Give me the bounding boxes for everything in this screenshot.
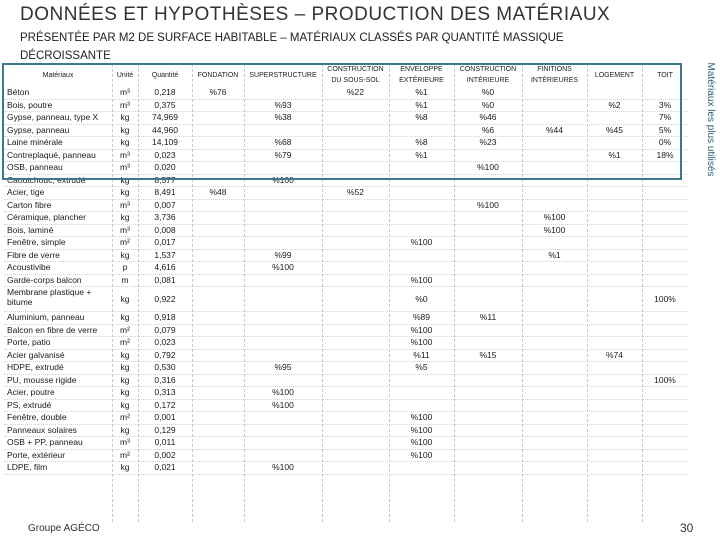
quantity-cell: 4,616 [154,262,176,272]
percent-cell: %100 [477,199,499,210]
material-name: Fenêtre, double [7,412,67,422]
quantity-cell: 8,577 [154,174,176,185]
column-header: Unité [116,72,134,79]
quantity-cell: 0,792 [154,349,176,360]
percent-cell: %100 [272,262,294,272]
material-name: Bois, poutre [7,99,53,110]
table-row [4,324,688,337]
table-row [4,186,688,199]
table-row [4,386,688,399]
unit-cell: m³ [120,162,130,172]
table-row [4,311,688,324]
quantity-cell: 0,081 [154,274,176,285]
quantity-cell: 0,023 [154,149,176,160]
quantity-cell: 0,001 [154,412,176,422]
column-header: ENVELOPPE EXTÉRIEURE [399,66,444,84]
quantity-cell: 0,007 [154,199,176,210]
material-name: Garde-corps balcon [7,274,82,285]
quantity-cell: 0,172 [154,399,176,410]
percent-cell: %22 [346,87,364,97]
percent-cell: %1 [548,249,561,260]
percent-cell: %100 [477,162,499,172]
unit-cell: m² [120,449,130,460]
column-header: Matériaux [42,72,74,79]
unit-cell: m³ [120,87,130,97]
percent-cell: %74 [605,349,623,360]
unit-cell: kg [120,174,130,185]
percent-cell: %6 [481,124,495,135]
quantity-cell: 0,079 [154,324,176,335]
page-title: DONNÉES ET HYPOTHÈSES – PRODUCTION DES MATÉRIAUX [20,4,611,25]
material-name: Fibre de verre [7,249,60,260]
percent-cell: %93 [274,99,292,110]
table-row [4,411,688,424]
quantity-cell: 0,008 [154,224,176,235]
unit-cell: p [122,262,128,272]
quantity-cell: 0,313 [154,387,176,397]
column-header: CONSTRUCTION INTÉRIEURE [459,66,517,84]
quantity-cell: 44,960 [152,124,178,135]
percent-cell: %100 [410,437,433,447]
percent-cell: %38 [274,112,292,122]
percent-cell: %100 [410,449,433,460]
percent-cell: %79 [274,149,292,160]
percent-cell: %48 [209,187,227,197]
percent-cell: %100 [410,424,433,435]
material-name: Acier galvanisé [7,349,65,360]
material-name: Porte, extérieur [7,449,66,460]
material-name: Céramique, plancher [7,212,86,222]
material-name: HDPE, extrudé [7,362,64,372]
quantity-cell: 3,736 [154,212,176,222]
table-row [4,449,688,462]
unit-cell: kg [120,399,130,410]
percent-cell: %100 [272,399,294,410]
table-row [4,224,688,237]
quantity-cell: 1,537 [154,249,176,260]
percent-cell: %1 [415,149,428,160]
percent-cell: %23 [479,137,497,147]
percent-cell: %2 [608,99,621,110]
quantity-cell: 0,922 [154,293,176,304]
material-name: Acier, tige [7,187,45,197]
quantity-cell: 8,491 [154,187,176,197]
unit-cell: kg [120,349,130,360]
material-name: Béton [7,87,30,97]
table-row [4,349,688,362]
unit-cell: kg [120,137,130,147]
unit-cell: m³ [120,199,130,210]
material-name: Gypse, panneau, type X [7,112,99,122]
table-row [4,424,688,437]
material-name: Contreplaqué, panneau [7,149,96,160]
unit-cell: kg [120,249,130,260]
table-row [4,274,688,287]
unit-cell: m³ [120,149,130,160]
table-row [4,399,688,412]
material-name: OSB + PP, panneau [7,437,83,447]
quantity-cell: 0,530 [154,362,176,372]
percent-cell: %100 [410,237,433,247]
table-row [4,336,688,349]
quantity-cell: 0,020 [154,162,176,172]
unit-cell: kg [120,387,130,397]
material-name: Laine minérale [7,137,63,147]
quantity-cell: 0,023 [154,337,176,347]
table-row [4,286,688,311]
percent-cell: 100% [654,374,676,385]
unit-cell: m² [120,324,130,335]
percent-cell: %100 [272,174,294,185]
percent-cell: %11 [413,349,430,360]
unit-cell: kg [120,212,130,222]
table-row [4,374,688,387]
most-used-highlight-box [2,63,682,180]
percent-cell: %52 [346,187,364,197]
material-name: Bois, laminé [7,224,54,235]
quantity-cell: 0,129 [154,424,176,435]
column-header: CONSTRUCTION DU SOUS-SOL [327,66,384,84]
table-row [4,249,688,262]
unit-cell: m² [120,237,130,247]
column-header: FINITIONS INTÉRIEURES [530,66,579,84]
percent-cell: %0 [481,87,495,97]
unit-cell: kg [120,362,130,372]
material-name: Carton fibre [7,199,52,210]
unit-cell: kg [120,374,130,385]
material-name: PU, mousse rigide [7,374,77,385]
percent-cell: %100 [410,337,433,347]
percent-cell: %100 [410,274,433,285]
percent-cell: %0 [415,293,428,304]
percent-cell: %100 [272,387,294,397]
quantity-cell: 0,017 [154,237,176,247]
quantity-cell: 0,002 [154,449,176,460]
page-subtitle: PRÉSENTÉE PAR M2 DE SURFACE HABITABLE – MATÉRIAUX CLASSÉS PAR QUANTITÉ MASSIQUE [20,32,564,44]
percent-cell: %100 [272,462,294,472]
percent-cell: 0% [658,137,672,147]
material-name: Membrane plastique + bitume [7,287,92,307]
percent-cell: %1 [415,87,428,97]
unit-cell: m² [120,412,130,422]
percent-cell: %44 [545,124,563,135]
material-name: Acoustivibe [7,262,51,272]
percent-cell: 5% [658,124,672,135]
percent-cell: 18% [656,149,674,160]
percent-cell: %11 [479,312,497,322]
percent-cell: 100% [654,293,676,304]
material-name: OSB, panneau [7,162,63,172]
percent-cell: %45 [605,124,623,135]
percent-cell: %95 [274,362,292,372]
unit-cell: m³ [120,224,130,235]
percent-cell: %1 [415,99,428,110]
row-divider [4,474,688,475]
unit-cell: kg [120,312,130,322]
unit-cell: kg [120,424,130,435]
percent-cell: %0 [481,99,495,110]
table-row [4,461,688,474]
percent-cell: %100 [543,224,566,235]
quantity-cell: 0,918 [154,312,176,322]
table-row [4,211,688,224]
quantity-cell: 0,218 [154,87,176,97]
unit-cell: m³ [120,437,130,447]
most-used-side-label: Matériaux les plus utilisés [705,62,716,177]
column-header: Quantité [151,72,179,79]
percent-cell: %8 [415,112,428,122]
percent-cell: %100 [410,412,433,422]
material-name: Panneaux solaires [7,424,77,435]
percent-cell: %46 [479,112,497,122]
percent-cell: %89 [412,312,430,322]
percent-cell: %1 [608,149,621,160]
quantity-cell: 14,109 [152,137,178,147]
percent-cell: %5 [415,362,428,372]
percent-cell: %100 [543,212,566,222]
material-name: Porte, patio [7,337,51,347]
table-row [4,261,688,274]
material-name: Fenêtre, simple [7,237,66,247]
page-subtitle-continued: DÉCROISSANTE [20,50,111,60]
percent-cell: %76 [209,87,227,97]
quantity-cell: 0,375 [154,99,176,110]
percent-cell: %100 [410,324,433,335]
unit-cell: kg [120,293,130,304]
percent-cell: %68 [274,137,292,147]
material-name: Gypse, panneau [7,124,70,135]
unit-cell: m² [120,337,130,347]
footer-organization: Groupe AGÉCO [28,523,100,534]
percent-cell: 7% [658,112,672,122]
material-name: LDPE, film [7,462,48,472]
quantity-cell: 0,011 [154,437,176,447]
table-row [4,199,688,212]
percent-cell: %99 [274,249,292,260]
unit-cell: m [121,274,129,285]
unit-cell: kg [120,462,130,472]
percent-cell: 3% [658,99,672,110]
percent-cell: %8 [415,137,428,147]
quantity-cell: 0,021 [154,462,176,472]
unit-cell: kg [120,124,130,135]
column-header: FONDATION [197,72,239,79]
table-row [4,436,688,449]
quantity-cell: 0,316 [154,374,176,385]
unit-cell: m³ [120,99,130,110]
unit-cell: kg [120,187,130,197]
material-name: Caoutchouc, extrudé [7,174,86,185]
table-row [4,361,688,374]
material-name: PS, extrudé [7,399,52,410]
unit-cell: kg [120,112,130,122]
material-name: Acier, poutre [7,387,55,397]
page-number: 30 [680,521,694,535]
column-header: LOGEMENT [594,72,635,79]
quantity-cell: 74,969 [152,112,178,122]
column-header: TOIT [657,72,673,79]
material-name: Balcon en fibre de verre [7,324,98,335]
percent-cell: %15 [479,349,497,360]
table-row [4,236,688,249]
material-name: Aluminium, panneau [7,312,85,322]
column-header: SUPERSTRUCTURE [249,72,317,79]
